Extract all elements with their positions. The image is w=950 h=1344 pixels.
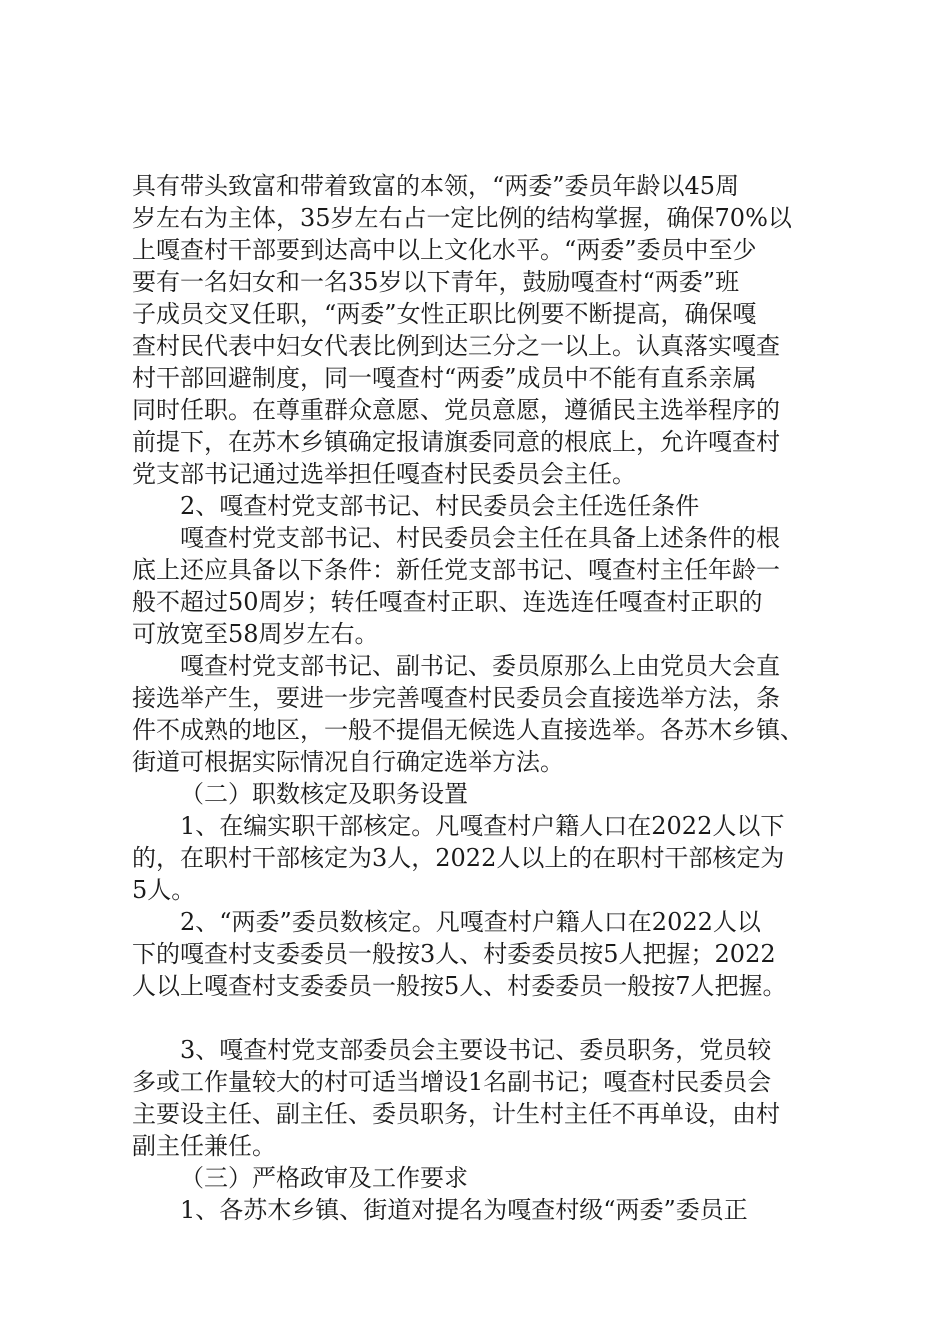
section-heading: （二）职数核定及职务设置 (180, 780, 468, 808)
text-line: 般不超过50周岁；转任嘎查村正职、连选连任嘎查村正职的 (132, 588, 763, 616)
text-line: 件不成熟的地区，一般不提倡无候选人直接选举。各苏木乡镇、 (132, 716, 804, 744)
text-line: 2、“两委”委员数核定。凡嘎查村户籍人口在2022人以 (180, 908, 761, 936)
text-line: 街道可根据实际情况自行确定选举方法。 (132, 748, 564, 776)
document-body (132, 170, 832, 1226)
text-line: 党支部书记通过选举担任嘎查村民委员会主任。 (132, 460, 636, 488)
section-heading: 2、嘎查村党支部书记、村民委员会主任选任条件 (180, 492, 700, 520)
paragraph-gap (132, 1002, 832, 1034)
text-line: 子成员交叉任职，“两委”女性正职比例要不断提高，确保嘎 (132, 300, 757, 328)
text-line: 要有一名妇女和一名35岁以下青年，鼓励嘎查村“两委”班 (132, 268, 740, 296)
text-line: 3、嘎查村党支部委员会主要设书记、委员职务，党员较 (180, 1036, 772, 1064)
text-line: 1、在编实职干部核定。凡嘎查村户籍人口在2022人以下 (180, 812, 785, 840)
text-line: 嘎查村党支部书记、村民委员会主任在具备上述条件的根 (180, 524, 780, 552)
text-line: 前提下，在苏木乡镇确定报请旗委同意的根底上，允许嘎查村 (132, 428, 780, 456)
text-line: 底上还应具备以下条件：新任党支部书记、嘎查村主任年龄一 (132, 556, 780, 584)
text-line: 查村民代表中妇女代表比例到达三分之一以上。认真落实嘎查 (132, 332, 780, 360)
text-line: 接选举产生，要进一步完善嘎查村民委员会直接选举方法，条 (132, 684, 780, 712)
text-line: 可放宽至58周岁左右。 (132, 620, 379, 648)
text-line: 同时任职。在尊重群众意愿、党员意愿，遵循民主选举程序的 (132, 396, 780, 424)
text-line: 具有带头致富和带着致富的本领，“两委”委员年龄以45周 (132, 172, 740, 200)
section-heading: （三）严格政审及工作要求 (180, 1164, 468, 1192)
text-line: 村干部回避制度，同一嘎查村“两委”成员中不能有直系亲属 (132, 364, 757, 392)
text-line: 5人。 (132, 876, 196, 904)
text-line: 岁左右为主体，35岁左右占一定比例的结构掌握，确保70%以 (132, 204, 792, 232)
text-line: 嘎查村党支部书记、副书记、委员原那么上由党员大会直 (180, 652, 780, 680)
text-line: 副主任兼任。 (132, 1132, 276, 1160)
text-line: 1、各苏木乡镇、街道对提名为嘎查村级“两委”委员正 (180, 1196, 748, 1224)
text-line: 主要设主任、副主任、委员职务，计生村主任不再单设，由村 (132, 1100, 780, 1128)
text-line: 上嘎查村干部要到达高中以上文化水平。“两委”委员中至少 (132, 236, 757, 264)
text-line: 多或工作量较大的村可适当增设1名副书记；嘎查村民委员会 (132, 1068, 772, 1096)
text-line: 的，在职村干部核定为3人，2022人以上的在职村干部核定为 (132, 844, 785, 872)
text-line: 下的嘎查村支委委员一般按3人、村委委员按5人把握；2022 (132, 940, 776, 968)
text-line: 人以上嘎查村支委委员一般按5人、村委委员一般按7人把握。 (132, 972, 787, 1000)
